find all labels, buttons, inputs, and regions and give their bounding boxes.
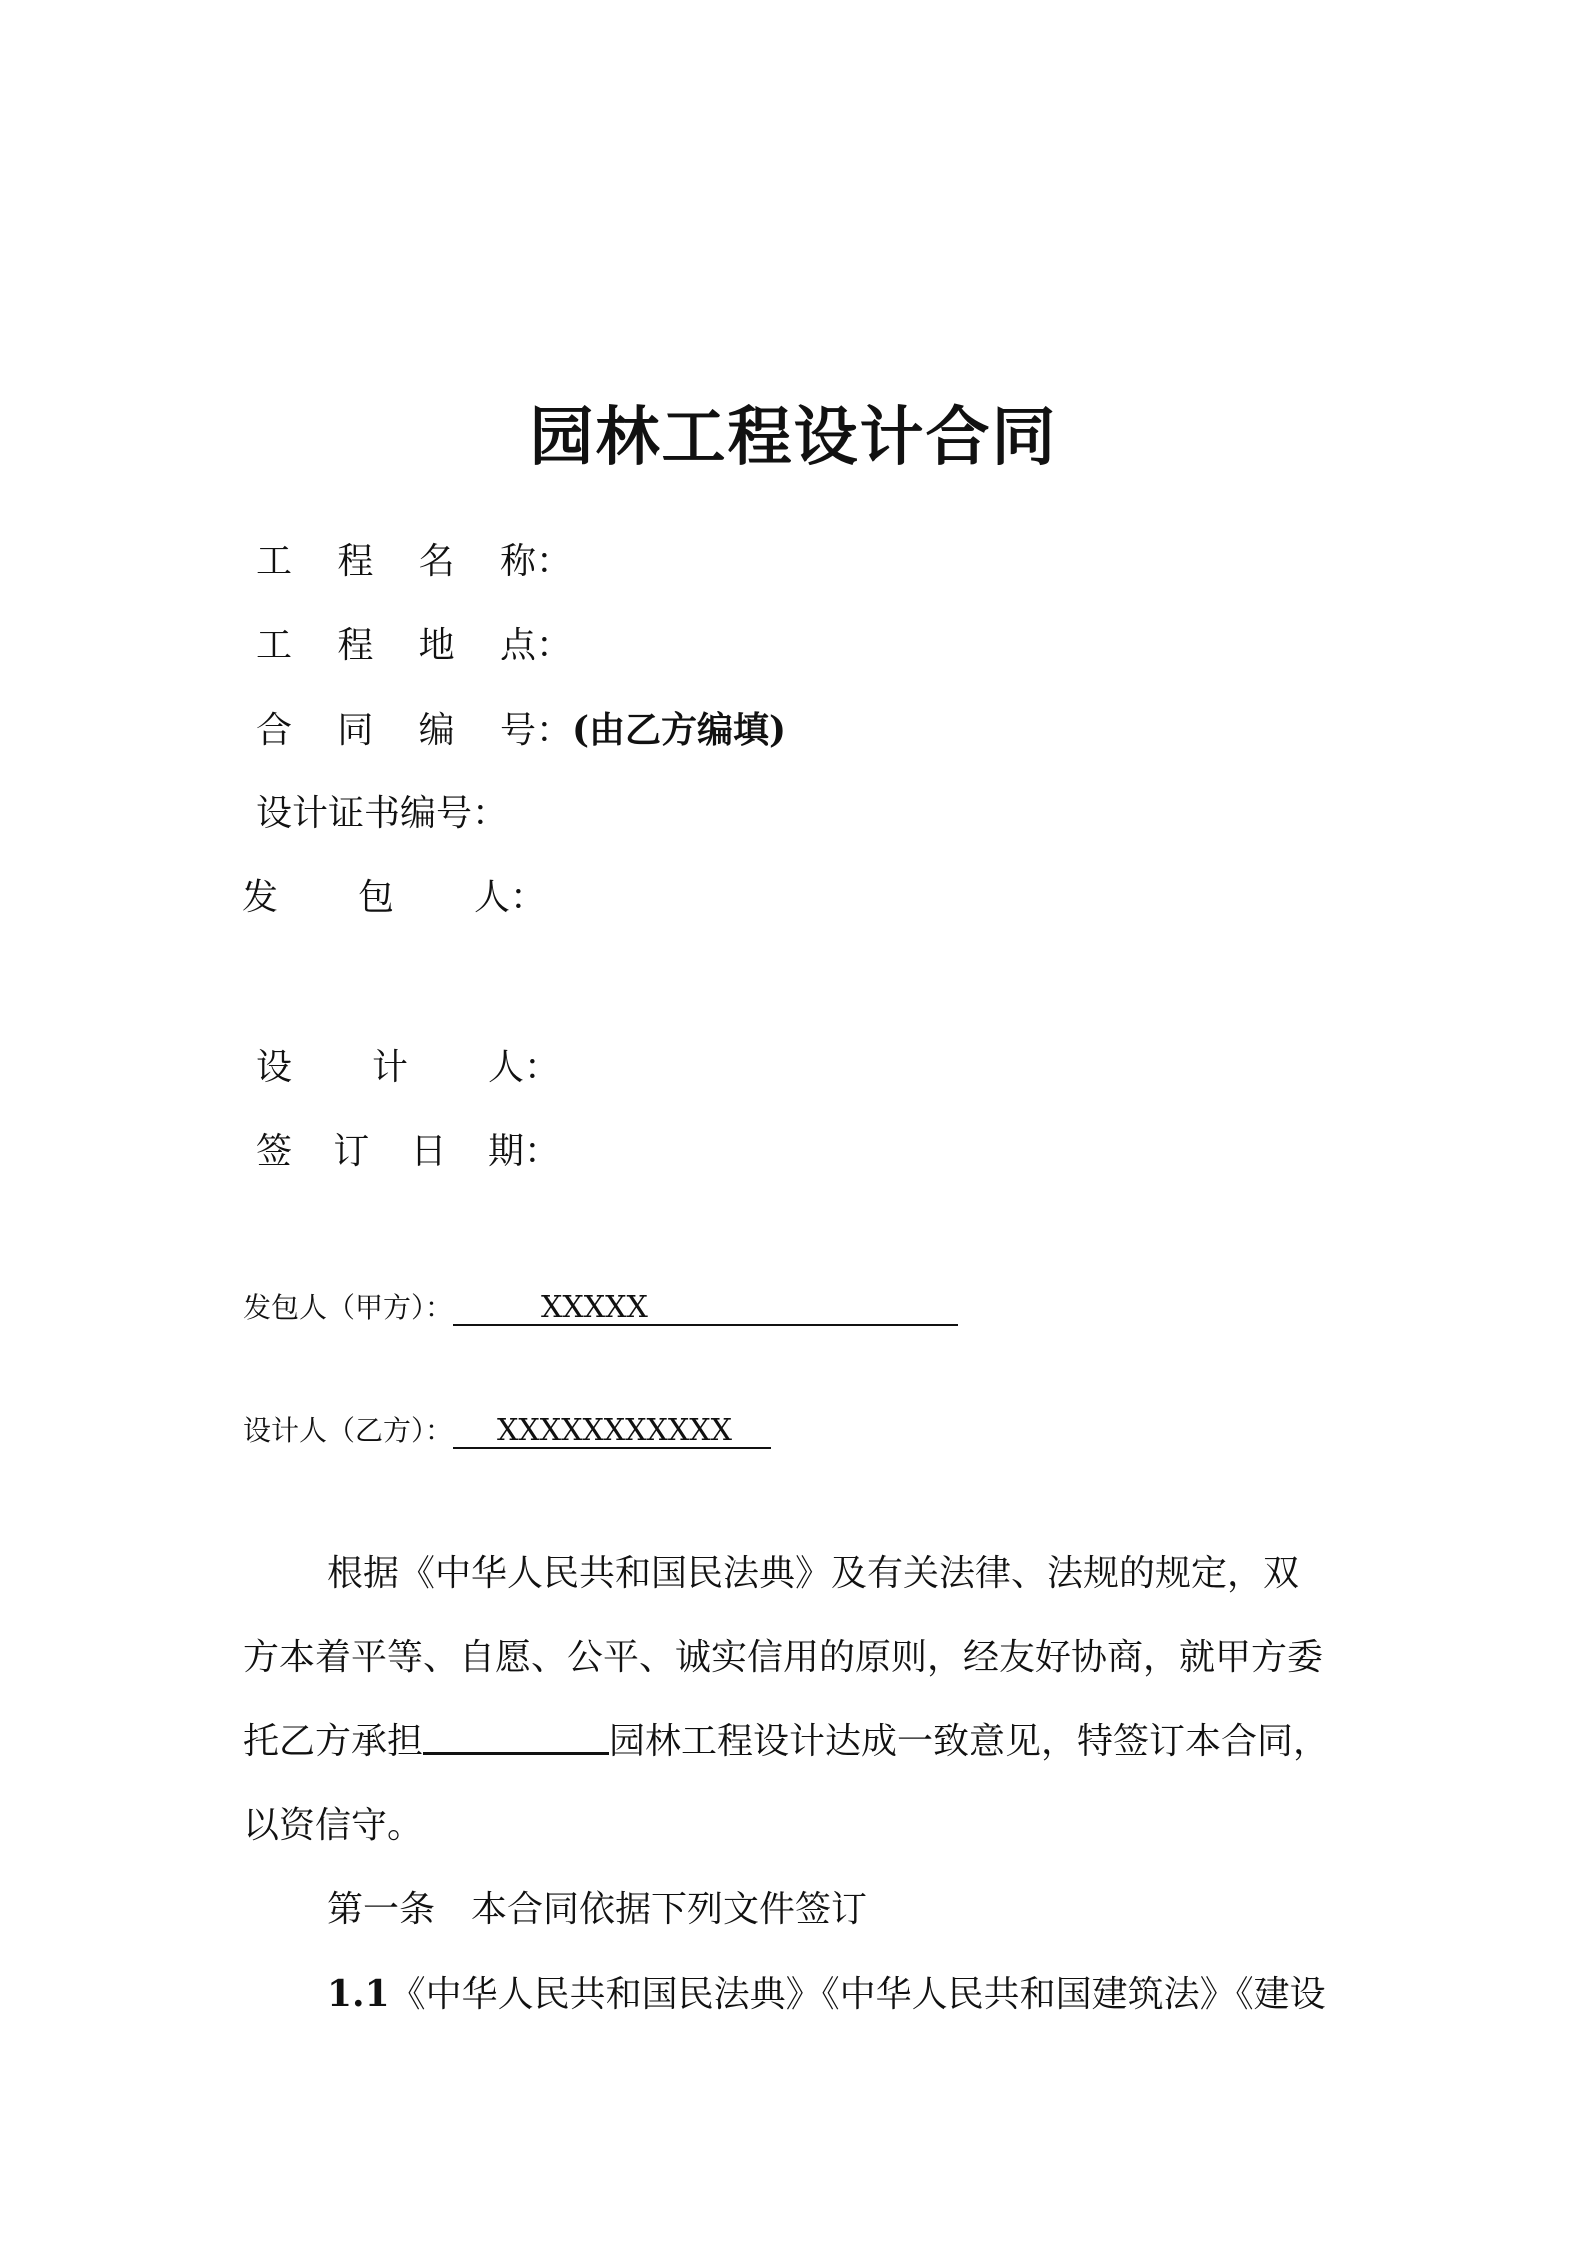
- field-colon: ：: [472, 793, 509, 834]
- party-b-value: XXXXXXXXXXX: [497, 1413, 732, 1448]
- party-a-line: [243, 1290, 958, 1326]
- field-colon: ：: [524, 1131, 561, 1172]
- clause-number: 1.1: [327, 1973, 390, 2015]
- field-label: 签订日期: [256, 1131, 524, 1172]
- party-a-underline: [453, 1290, 958, 1326]
- field-label: 合同编号: [256, 710, 536, 751]
- field-cert-number: [256, 792, 508, 836]
- field-colon: ：: [510, 877, 547, 918]
- party-b-line: [243, 1413, 771, 1449]
- field-label: 工程地点: [256, 625, 536, 666]
- line-text: 园林工程设计达成一致意见，特签订本合同，: [609, 1721, 1330, 1762]
- party-a-label: 发包人（甲方）：: [243, 1291, 454, 1324]
- field-label: 工程名称: [256, 541, 536, 582]
- paragraph-line: 以资信守。: [243, 1805, 424, 1846]
- contract-number-value: (由乙方编填): [572, 709, 787, 751]
- field-colon: ：: [536, 541, 573, 582]
- field-label: 发包人: [242, 877, 510, 918]
- field-contract-number: [256, 708, 786, 753]
- field-employer: [242, 876, 546, 920]
- paragraph-line: 方本着平等、自愿、公平、诚实信用的原则，经友好协商，就甲方委: [243, 1637, 1324, 1678]
- field-colon: ：: [524, 1047, 561, 1088]
- field-designer: [256, 1046, 560, 1090]
- preamble-paragraph: [243, 1532, 1353, 2036]
- article-1-heading: 第一条 本合同依据下列文件签订: [327, 1889, 868, 1930]
- party-b-label: 设计人（乙方）：: [243, 1414, 454, 1447]
- field-colon: ：: [536, 710, 573, 751]
- line-text: 托乙方承担: [243, 1721, 424, 1762]
- field-project-location: [256, 624, 572, 668]
- contract-title: 园林工程设计合同: [529, 401, 1058, 475]
- party-b-underline: [453, 1413, 771, 1449]
- clause-1-1: [243, 1952, 1353, 2036]
- party-a-value: XXXXX: [541, 1290, 648, 1325]
- field-label: 设计人: [256, 1047, 524, 1088]
- blank-underline: [423, 1716, 609, 1755]
- field-label: 设计证书编号: [256, 793, 473, 834]
- paragraph-line: 根据《中华人民共和国民法典》及有关法律、法规的规定，双: [327, 1553, 1300, 1594]
- field-project-name: [256, 540, 572, 584]
- clause-text: 《中华人民共和国民法典》《中华人民共和国建筑法》《建设: [389, 1974, 1326, 2015]
- field-colon: ：: [536, 625, 573, 666]
- paragraph-line: [243, 1700, 1353, 1784]
- field-sign-date: [256, 1130, 560, 1174]
